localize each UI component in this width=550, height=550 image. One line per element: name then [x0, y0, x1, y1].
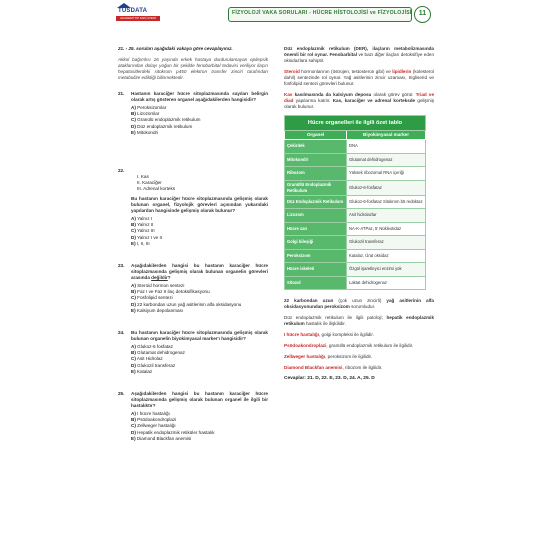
case-title: 21. - 25. soruları aşağıdaki vakaya göre cevaplayınız.	[118, 46, 233, 51]
explanation-paragraph: Düz endoplazmik retikulum ile ilgili patoloji; hepatik endoplazmik retikulum hastalık ile ilişkilidir.	[284, 315, 435, 326]
organelle-table	[284, 115, 426, 290]
table-header-marker: Biyokimyasal marker	[347, 131, 426, 140]
explanation-paragraph: I hücre hastalığı, golgi kompleksi ile ilgilidir.	[284, 332, 374, 337]
options-list	[131, 105, 268, 136]
option-b[interactable]: B) Psödoakondroplazi	[131, 417, 177, 423]
option-a[interactable]: A) I hücre hastalığı	[131, 411, 170, 417]
question-number: 23.	[118, 263, 125, 269]
option-b[interactable]: B) Glutamat dehidrogenaz	[131, 350, 185, 356]
logo: TUSDATA	[118, 8, 148, 14]
option-b[interactable]: B) Yalnız II	[131, 222, 154, 228]
table-row: Lizozom Asit hidrolazlar	[285, 209, 426, 223]
left-column	[118, 46, 268, 444]
option-d[interactable]: D) Hepatik endoplazmik retiküler hastalık	[131, 429, 215, 435]
explanation-paragraph: Düz endoplazmik retikulum (DER), ilaçların metabolizmasında önemli bir rol oynar. Fenobarbital ve bazı diğer ilaçları detoksifiye eden oksidazlara sahiptir.	[284, 46, 434, 63]
table-row: Granüllü Endoplazmik Retikulum Glukoz-6-fosfataz	[285, 180, 426, 195]
question-number: 24.	[118, 330, 125, 336]
question-number: 21.	[118, 91, 125, 96]
question-24	[118, 330, 268, 375]
right-column	[284, 46, 434, 382]
options-list	[131, 344, 268, 375]
option-a[interactable]: A) Steroid hormon sentezi	[131, 283, 185, 289]
table-row: Düz Endoplazmik Retikulum Glukoz-6-fosfataz Sitokrom b5 redüktaz	[285, 195, 426, 209]
table-row: Sitozol Laktat dehidrogenaz	[285, 276, 426, 290]
option-e[interactable]: E) I, II, III	[131, 240, 150, 246]
options-list	[131, 411, 268, 442]
option-e[interactable]: E) Kalsiyum depolanması	[131, 307, 184, 313]
question-stem: Hastanın karaciğer hücre sitoplazmasında sayıları belirgin olarak artış gösteren organel aşağıdakilerden hangisidir?	[131, 91, 268, 102]
question-22	[118, 168, 268, 247]
option-c[interactable]: C) Asit Hidrolaz	[131, 356, 163, 362]
table-row: Peroksizom Katalaz, Ürat oksidaz	[285, 249, 426, 263]
option-c[interactable]: C) Yalnız III	[131, 228, 155, 234]
question-stem: Aşağıdakilerden hangisi bu hastanın karaciğer hücre sitoplazmasında gelişmiş olarak bulunan organelin görevleri arasında değildir?	[131, 263, 268, 281]
question-stem: Bu hastanın karaciğer hücre sitoplazmasında gelişmiş olarak bulunan organel, fizyolojik görevleri açısından yukarıdaki yapılardan hangisinde gelişmiş olarak bulunur?	[131, 196, 268, 214]
page-number: 11	[414, 6, 431, 23]
table-row: Hücre iskeleti Özgül işaretleyici enzimi yok	[285, 263, 426, 277]
explanation-paragraph: Steroid hormonlarının (östrojen, testosteron gibi) ve lipidlerin (kolesterol dahil) sentezinde rol oynar. Yağ asitlerinin zincir uzaması, trigliserid ve fosfolipid sentezi görevleri bulunur.	[284, 69, 434, 86]
table-row: Çekirdek DNA	[285, 140, 426, 154]
table-row: Golgi bileşiği Glukozil transferaz	[285, 236, 426, 250]
option-d[interactable]: D) Glukozil transferaz	[131, 362, 176, 368]
options-list	[131, 283, 268, 314]
explanation-paragraph: 22 karbondan uzun (çok uzun zincirli) yağ asitlerinin alfa oksidasyonundan peroksizom sorumludur.	[284, 298, 434, 309]
option-a[interactable]: A) Yalnız I	[131, 216, 153, 222]
option-e[interactable]: E) Diamond Blackfan anemisi	[131, 435, 192, 441]
question-21	[118, 91, 268, 136]
question-number: 25.	[118, 391, 125, 397]
table-title: Hücre organelleri ile ilgili özet tablo	[285, 116, 426, 131]
question-number: 22.	[118, 168, 125, 174]
option-a[interactable]: A) Glukoz-6 fosfataz	[131, 344, 173, 350]
question-25	[118, 391, 268, 442]
option-a[interactable]: A) Peroksizomlar	[131, 105, 167, 110]
option-e[interactable]: E) Mitokondri	[131, 129, 159, 135]
explanation-paragraph: Zellweger hastalığı, peroksizom ile ilgilidir.	[284, 354, 373, 359]
option-b[interactable]: B) Faz I ve Faz II ilaç detoksifikasyonu	[131, 289, 210, 295]
explanation-paragraph: Kas kasılmasında da kalsiyum deposu olarak görev görür. Triad ve diad yapılarına katılır. Kas, karaciğer ve adrenal korteksde gelişmiş olarak bulunur.	[284, 92, 435, 109]
option-d[interactable]: D) Yalnız I ve II	[131, 234, 162, 240]
table-row: Hücre zarı NA-K-ATPaz, 5' Nükleotidaz	[285, 222, 426, 236]
option-c[interactable]: C) Granülü endoplazmik retikulum	[131, 117, 201, 123]
question-23	[118, 263, 268, 314]
roman-item: II. Karaciğer	[137, 180, 162, 186]
page-title: FİZYOLOJİ VAKA SORULARI - HÜCRE HİSTOLOJİSİ ve FİZYOLOJİSİ	[232, 10, 412, 16]
option-b[interactable]: B) Lizozomlar	[131, 111, 160, 117]
table-header-organel: Organel	[285, 131, 347, 140]
roman-item: III. Adrenal korteks	[137, 186, 176, 192]
option-c[interactable]: C) Fosfolipid sentezi	[131, 295, 173, 301]
option-d[interactable]: D) 22 karbondan uzun yağ asitlerinin alfa oksidasyonu	[131, 301, 242, 307]
option-c[interactable]: C) Zellweger hastalığı	[131, 423, 176, 429]
logo-subtitle: AKADEMİ TIP FAKÜLTESİ	[116, 16, 160, 21]
option-e[interactable]: E) Katalaz	[131, 368, 153, 374]
case-text: Akkol bağımlısı 26 yaşında erkek hastaya durdurulamayan epilepsik ataklarından dolayı yoğun bir şekilde fenobarbital tedavisi veriliyor ilaçın hepatositlerdeki sitokrom p450 elektron transfer zinciri tarafından metabolize edildiği bilinmektedir.	[118, 57, 268, 80]
roman-item: I. Kas	[137, 174, 149, 180]
roman-list	[137, 174, 268, 192]
answer-key: Cevaplar: 21. D, 22. E, 23. D, 24. A, 25. D	[284, 376, 375, 381]
options-list	[131, 216, 268, 247]
table-row: Mitokondri Glutamat dehidrogenaz	[285, 153, 426, 167]
question-stem: Bu hastanın karaciğer hücre sitoplazmasında gelişmiş olarak bulunan organelin biyokimyasal marker'ı hangisidir?	[131, 330, 268, 342]
option-d[interactable]: D) Düz endoplazmik retikulum	[131, 123, 193, 129]
explanation-paragraph: Psödoakondroplazi, granüllü endoplazmik retikulum ile ilgilidir.	[284, 343, 414, 348]
explanation-paragraph: Diamond Blackfan anemisi, ribozom ile ilgilidir.	[284, 365, 383, 370]
question-stem: Aşağıdakilerden hangisi bu hastanın karaciğer hücre sitoplazmasında gelişmiş olarak bulunan organel ile ilgili bir hastalıktır?	[131, 391, 268, 409]
table-row: Ribozom Yüksek ribozomal RNA içeriği	[285, 167, 426, 181]
